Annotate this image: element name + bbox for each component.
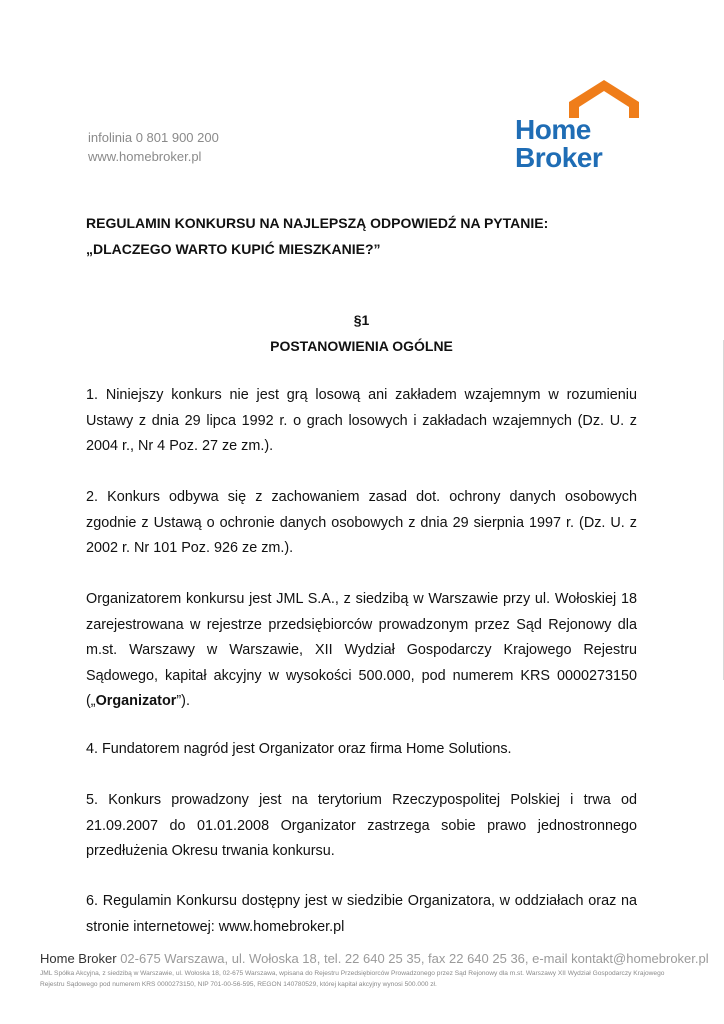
logo-wordmark	[515, 116, 602, 172]
hotline-text: infolinia 0 801 900 200	[88, 130, 219, 145]
home-broker-logo	[515, 80, 639, 176]
paragraph-3-text: Organizatorem konkursu jest JML S.A., z siedzibą w Warszawie przy ul. Wołoskiej 18 zarejestrowana w rejestrze przedsiębiorców prowadzonym przez Sąd Rejonowy dla m.st. Warszawy w Warszawie, XII Wydział Gospodarczy Krajowego Rejestru Sądowego, kapitał akcyjny w wysokości 500.000, pod numerem KRS 0000273150 (	[86, 591, 637, 709]
paragraph-2: 2. Konkurs odbywa się z zachowaniem zasad dot. ochrony danych osobowych zgodnie z Ustawą o ochronie danych osobowych z dnia 29 sierpnia 1997 r. (Dz. U. z 2002 r. Nr 101 Poz. 926 ze zm.).	[86, 489, 637, 556]
paragraph-3-end: ”).	[176, 693, 190, 709]
organizer-term: Organizator	[95, 693, 177, 709]
title-line-1: REGULAMIN KONKURSU NA NAJLEPSZĄ ODPOWIEDŹ NA PYTANIE:	[86, 215, 549, 231]
website-text: www.homebroker.pl	[88, 149, 202, 164]
title-line-2: „DLACZEGO WARTO KUPIĆ MIESZKANIE?”	[86, 241, 381, 257]
paragraph-1: 1. Niniejszy konkurs nie jest grą losową ani zakładem wzajemnym w rozumieniu Ustawy z dnia 29 lipca 1992 r. o grach losowych i zakładach wzajemnych (Dz. U. z 2004 r., Nr 4 Poz. 27 ze zm.).	[86, 387, 637, 454]
logo-line-broker: Broker	[515, 142, 603, 173]
footer-legal: JML Spółka Akcyjna, z siedzibą w Warszawie, ul. Wołoska 18, 02-675 Warszawa, wpisana do Rejestru Przedsiębiorców Prowadzonego przez Sąd Rejonowy dla m.st. Warszawy XII Wydział Gospodarczy Krajowego Rejestru Sądowego pod numerem KRS 0000273150, NIP 701-00-56-595, REGON 140780529, której kapitał akcyjny wynosi 500.000 zł.	[40, 970, 665, 988]
section-title: POSTANOWIENIA OGÓLNE	[270, 338, 453, 354]
footer-address-line	[40, 951, 709, 966]
document-title	[86, 210, 646, 262]
footer-address: 02-675 Warszawa, ul. Wołoska 18, tel. 22 640 25 35, fax 22 640 25 36, e-mail kontakt@homebroker.pl	[120, 951, 709, 966]
paragraph-3-open-quote: „	[90, 693, 96, 709]
paragraph-6: 6. Regulamin Konkursu dostępny jest w siedzibie Organizatora, w oddziałach oraz na stronie internetowej: www.homebroker.pl	[86, 893, 637, 935]
footer-brand: Home Broker	[40, 951, 117, 966]
contact-info	[88, 128, 219, 166]
logo-line-home: Home	[515, 114, 591, 145]
section-number: §1	[353, 312, 370, 328]
paragraph-5: 5. Konkurs prowadzony jest na terytorium Rzeczypospolitej Polskiej i trwa od 21.09.2007 do 01.01.2008 Organizator zastrzega sobie prawo jednostronnego przedłużenia Okresu trwania konkursu.	[86, 792, 637, 859]
paragraph-4: 4. Fundatorem nagród jest Organizator oraz firma Home Solutions.	[86, 741, 512, 757]
paragraph-3	[86, 587, 637, 715]
